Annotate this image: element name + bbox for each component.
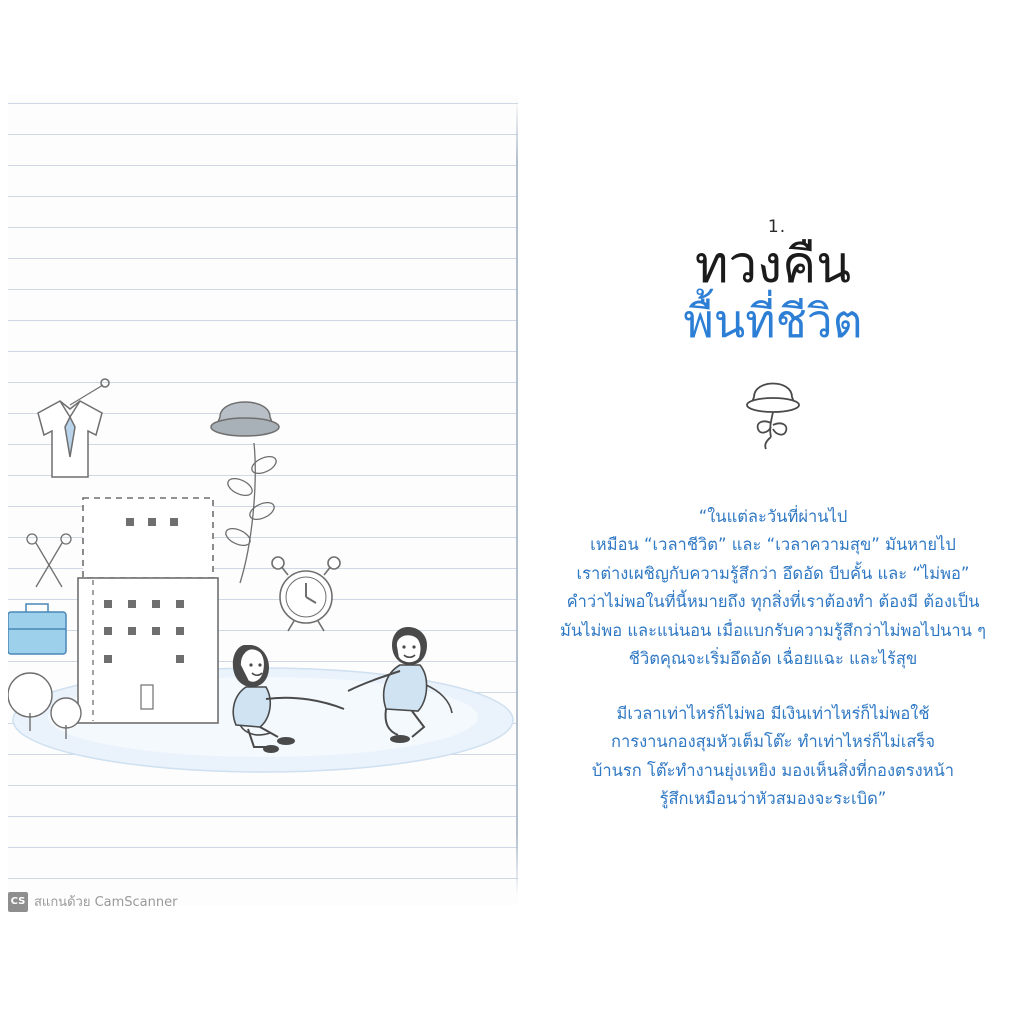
quote-line: เราต่างเผชิญกับความรู้สึกว่า อึดอัด บีบคั้น และ “ไม่พอ”	[576, 563, 970, 583]
page-gutter-edge	[516, 98, 518, 898]
hat-icon	[530, 363, 1016, 453]
rule-line	[8, 847, 518, 848]
camscanner-badge: CS	[8, 892, 28, 912]
chapter-number: 1.	[767, 217, 787, 237]
rule-line	[8, 165, 518, 166]
quote-line: รู้สึกเหมือนว่าหัวสมองจะระเบิด”	[659, 789, 887, 809]
quote-line: มีเวลาเท่าไหร่ก็ไม่พอ มีเงินเท่าไหร่ก็ไม่พอใช้	[616, 704, 930, 723]
camscanner-label: สแกนด้วย CamScanner	[34, 895, 178, 910]
left-page	[8, 95, 518, 905]
camscanner-watermark	[8, 891, 177, 912]
quote-line: การงานกองสุมหัวเต็มโต๊ะ ทำเท่าไหร่ก็ไม่เสร็จ	[610, 732, 936, 752]
two-people-pulling-leg-building-illustration	[8, 365, 518, 805]
quote-paragraph-2	[530, 700, 1016, 814]
rule-line	[8, 103, 518, 104]
right-page	[530, 95, 1016, 905]
quote-line: “ในแต่ละวันที่ผ่านไป	[698, 507, 848, 526]
quote-paragraph-1	[530, 503, 1016, 673]
quote-line: ชีวิตคุณจะเริ่มอึดอัด เฉื่อยแฉะ และไร้สุข	[628, 648, 918, 668]
quote-line: บ้านรก โต๊ะทำงานยุ่งเหยิง มองเห็นสิ่งที่กองตรงหน้า	[591, 760, 955, 780]
rule-line	[8, 878, 518, 879]
quote-line: คำว่าไม่พอในที่นี้หมายถึง ทุกสิ่งที่เราต้องทำ ต้องมี ต้องเป็น	[566, 592, 980, 612]
rule-line	[8, 351, 518, 352]
rule-line	[8, 289, 518, 290]
quote-line: มันไม่พอ และแน่นอน เมื่อแบกรับความรู้สึกว่าไม่พอไปนาน ๆ	[559, 620, 987, 640]
rule-line	[8, 227, 518, 228]
rule-line	[8, 258, 518, 259]
rule-line	[8, 320, 518, 321]
rule-line	[8, 196, 518, 197]
page-title-line-2: พื้นที่ชีวิต	[683, 294, 863, 348]
rule-line	[8, 816, 518, 817]
rule-line	[8, 134, 518, 135]
page-title-line-1: ทวงคืน	[694, 236, 852, 295]
quote-line: เหมือน “เวลาชีวิต” และ “เวลาความสุข” มันหายไป	[590, 535, 956, 555]
